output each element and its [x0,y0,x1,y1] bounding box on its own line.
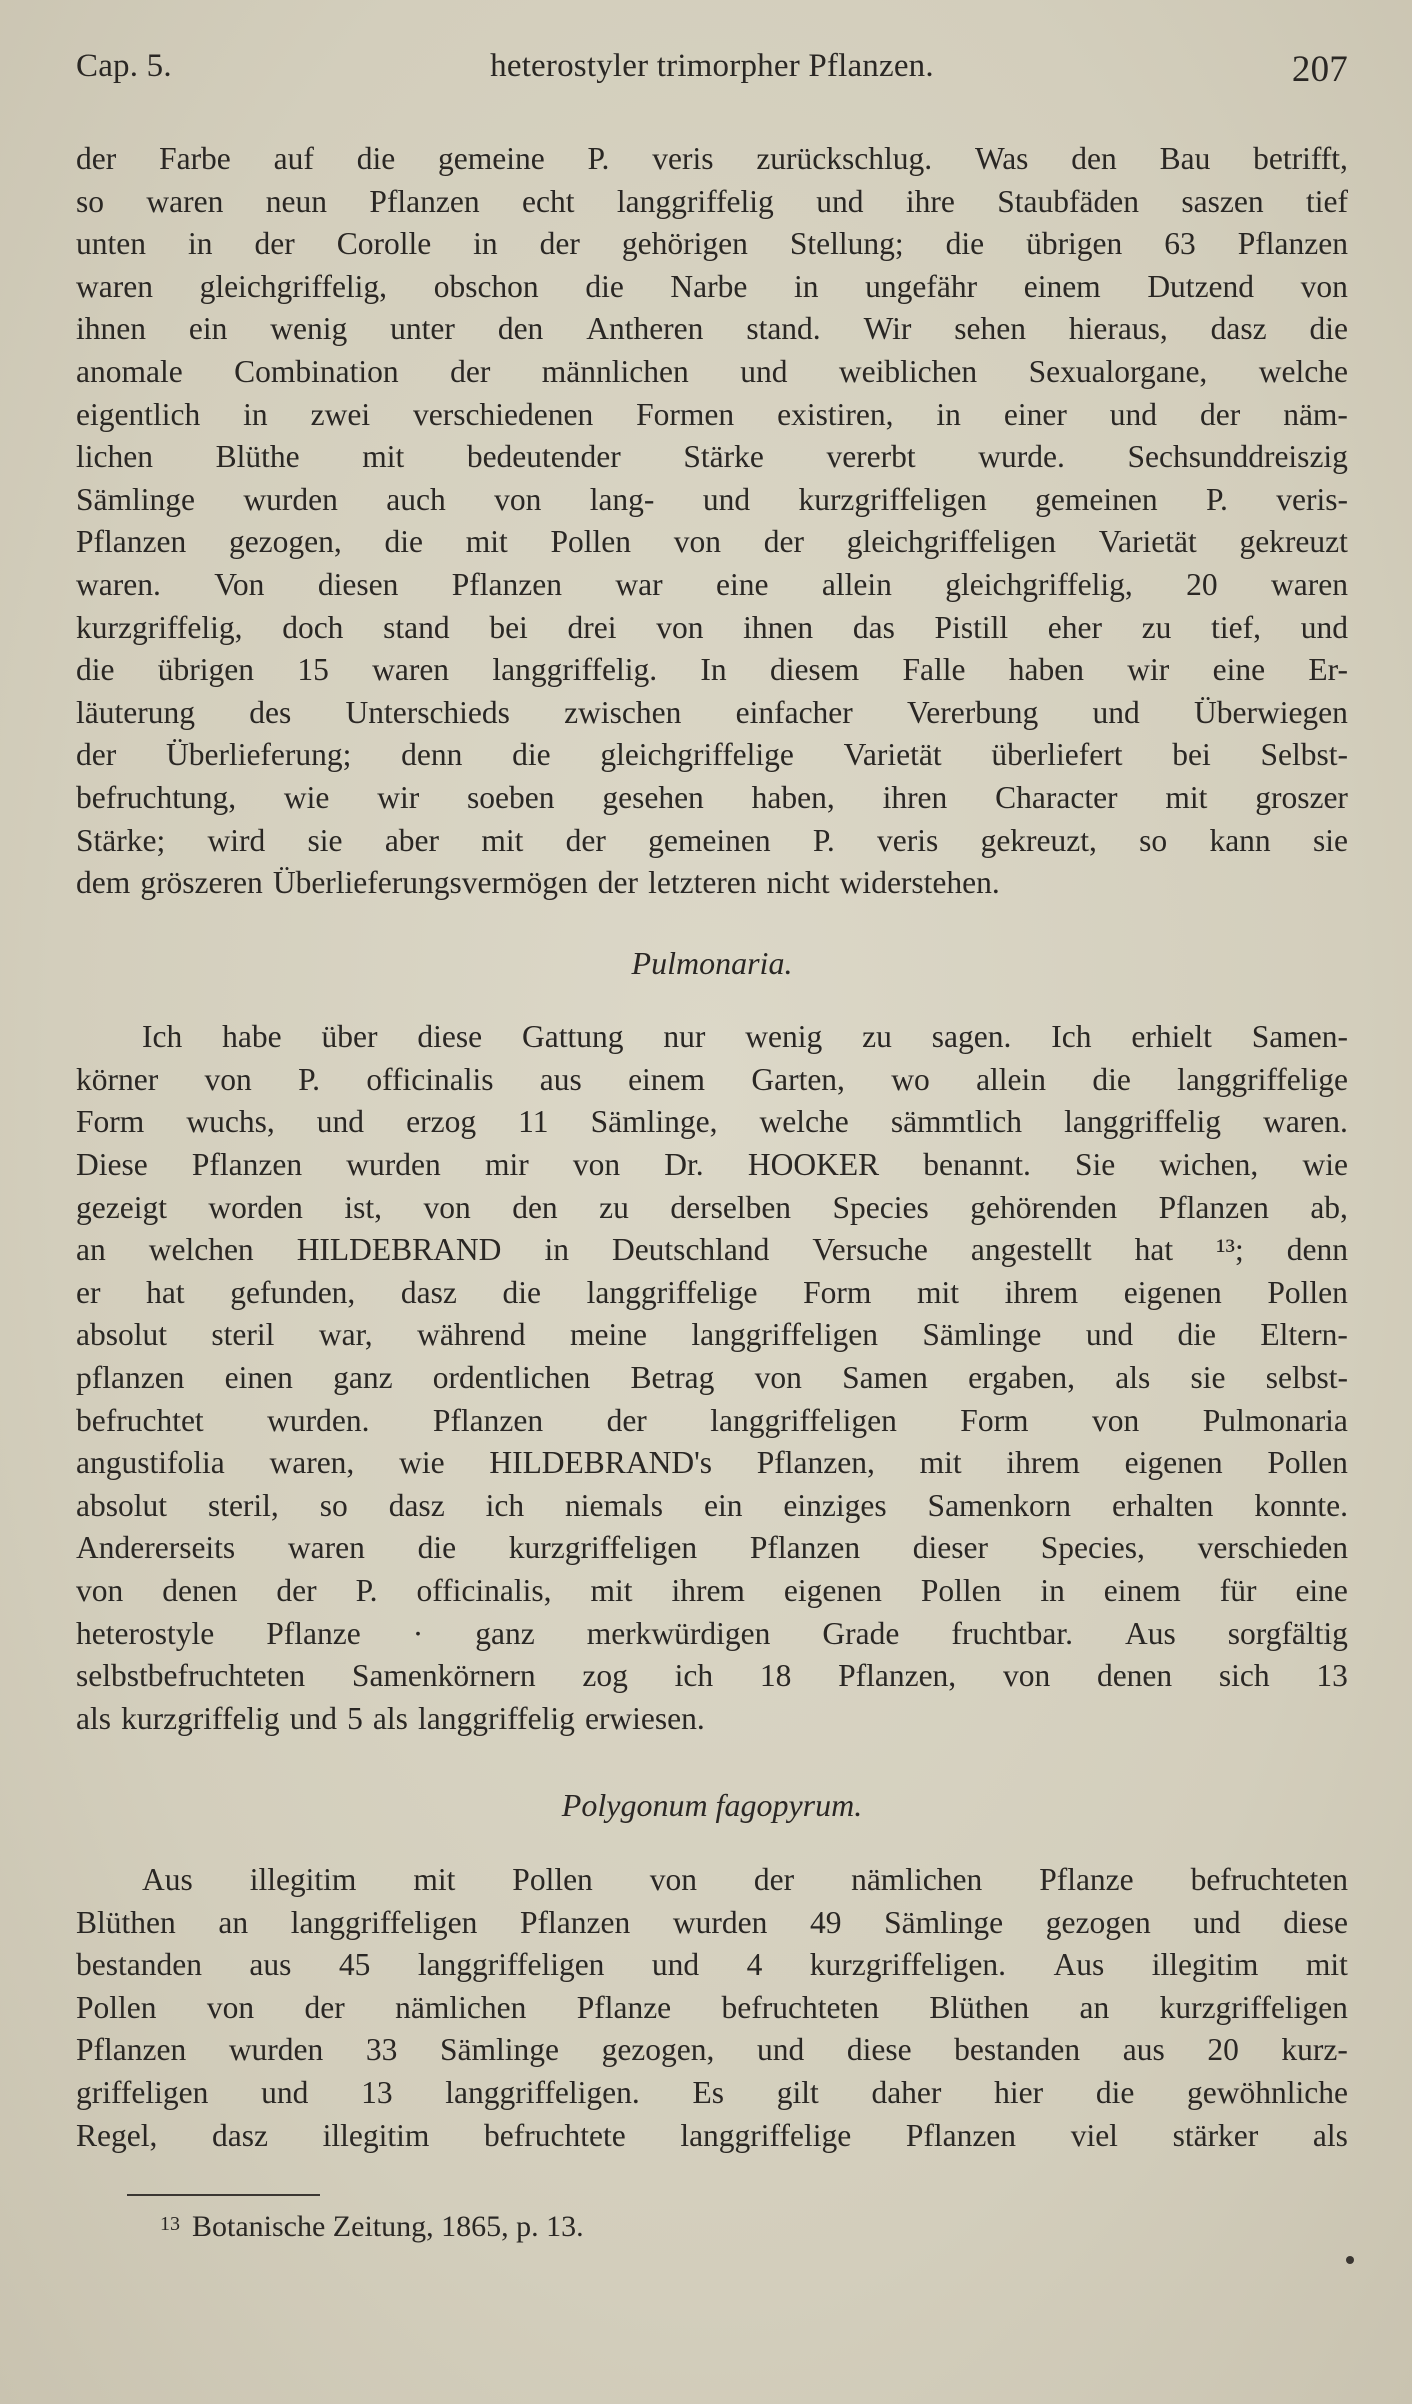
text-line: befruchtet wurden. Pflanzen der langgriffeligen Form von Pulmonaria [76,1402,1348,1438]
text-line: absolut steril war, während meine langgriffeligen Sämlinge und die Eltern- [76,1317,1348,1353]
text-line: die übrigen 15 waren langgriffelig. In diesem Falle haben wir eine Er- [76,652,1348,688]
text-line: als kurzgriffelig und 5 als langgriffelig erwiesen. [76,1700,705,1736]
text-line: kurzgriffelig, doch stand bei drei von ihnen das Pistill eher zu tief, und [76,609,1348,645]
text-line: Ich habe über diese Gattung nur wenig zu sagen. Ich erhielt Samen- [142,1019,1348,1055]
paragraph-3 [76,1859,1348,2157]
footnote-marker: 13 [160,2213,180,2235]
text-line: von denen der P. officinalis, mit ihrem eigenen Pollen in einem für eine [76,1573,1348,1608]
text-line: körner von P. officinalis aus einem Garten, wo allein die langgriffelige [76,1061,1348,1097]
text-line: selbstbefruchteten Samenkörnern zog ich 18 Pflanzen, von denen sich 13 [76,1658,1348,1694]
text-line: Aus illegitim mit Pollen von der nämlichen Pflanze befruchteten [142,1861,1348,1897]
footnote-divider [127,2194,320,2196]
page-number: 207 [1291,49,1348,90]
text-line: läuterung des Unterschieds zwischen einfacher Vererbung und Überwiegen [76,694,1348,730]
text-line: dem gröszeren Überlieferungsvermögen der letzteren nicht widerstehen. [76,865,1000,901]
page-body [76,138,1348,2157]
text-line: Pollen von der nämlichen Pflanze befruchteten Blüthen an kurzgriffeligen [76,1989,1348,2025]
text-line: waren. Von diesen Pflanzen war eine allein gleichgriffelig, 20 waren [76,566,1348,602]
text-line: Andererseits waren die kurzgriffeligen Pflanzen dieser Species, verschieden [76,1530,1348,1566]
text-line: griffeligen und 13 langgriffeligen. Es gilt daher hier die gewöhnliche [76,2074,1348,2110]
text-line: Form wuchs, und erzog 11 Sämlinge, welche sämmtlich langgriffelig waren. [76,1104,1348,1140]
running-header [76,48,1348,98]
text-line: gezeigt worden ist, von den zu derselben Species gehörenden Pflanzen ab, [76,1189,1348,1225]
text-line: Pflanzen gezogen, die mit Pollen von der gleichgriffeligen Varietät gekreuzt [76,524,1348,560]
paragraph-2 [76,1016,1348,1740]
text-line: heterostyle Pflanze · ganz merkwürdigen Grade fruchtbar. Aus sorgfältig [76,1615,1348,1651]
text-line: der Überlieferung; denn die gleichgriffelige Varietät überliefert bei Selbst- [76,737,1348,773]
chapter-label: Cap. 5. [76,48,172,84]
text-line: er hat gefunden, dasz die langgriffelige Form mit ihrem eigenen Pollen [76,1274,1348,1310]
text-line: der Farbe auf die gemeine P. veris zurückschlug. Was den Bau betrifft, [76,141,1348,176]
footnote [160,2210,584,2244]
text-line: lichen Blüthe mit bedeutender Stärke vererbt wurde. Sechsunddreiszig [76,439,1348,475]
text-line: Blüthen an langgriffeligen Pflanzen wurden 49 Sämlinge gezogen und diese [76,1904,1348,1940]
ink-speck [1346,2256,1354,2264]
text-line: waren gleichgriffelig, obschon die Narbe in ungefähr einem Dutzend von [76,268,1348,304]
section-heading-pulmonaria: Pulmonaria. [631,944,793,981]
text-line: Stärke; wird sie aber mit der gemeinen P. veris gekreuzt, so kann sie [76,822,1348,858]
text-line: angustifolia waren, wie HILDEBRAND's Pflanzen, mit ihrem eigenen Pollen [76,1445,1348,1481]
text-line: befruchtung, wie wir soeben gesehen haben, ihren Character mit groszer [76,779,1348,815]
text-line: Regel, dasz illegitim befruchtete langgriffelige Pflanzen viel stärker als [76,2117,1348,2153]
running-title: heterostyler trimorpher Pflanzen. [490,48,934,84]
text-line: Pflanzen wurden 33 Sämlinge gezogen, und diese bestanden aus 20 kurz- [76,2032,1348,2068]
text-line: Sämlinge wurden auch von lang- und kurzgriffeligen gemeinen P. veris- [76,481,1348,517]
text-line: bestanden aus 45 langgriffeligen und 4 kurzgriffeligen. Aus illegitim mit [76,1947,1348,1983]
section-heading-polygonum: Polygonum fagopyrum. [561,1787,863,1824]
text-line: absolut steril, so dasz ich niemals ein einziges Samenkorn erhalten konnte. [76,1487,1348,1523]
text-line: anomale Combination der männlichen und weiblichen Sexualorgane, welche [76,353,1348,389]
text-line: so waren neun Pflanzen echt langgriffelig und ihre Staubfäden saszen tief [76,183,1348,219]
text-line: pflanzen einen ganz ordentlichen Betrag von Samen ergaben, als sie selbst- [76,1360,1348,1396]
paragraph-1 [76,138,1348,905]
text-line: an welchen HILDEBRAND in Deutschland Versuche angestellt hat ¹³; denn [76,1232,1348,1268]
footnote-text: Botanische Zeitung, 1865, p. 13. [192,2210,584,2243]
text-line: unten in der Corolle in der gehörigen Stellung; die übrigen 63 Pflanzen [76,226,1348,262]
text-line: Diese Pflanzen wurden mir von Dr. HOOKER benannt. Sie wichen, wie [76,1147,1348,1183]
text-line: eigentlich in zwei verschiedenen Formen existiren, in einer und der näm- [76,396,1348,432]
text-line: ihnen ein wenig unter den Antheren stand. Wir sehen hieraus, dasz die [76,311,1348,347]
